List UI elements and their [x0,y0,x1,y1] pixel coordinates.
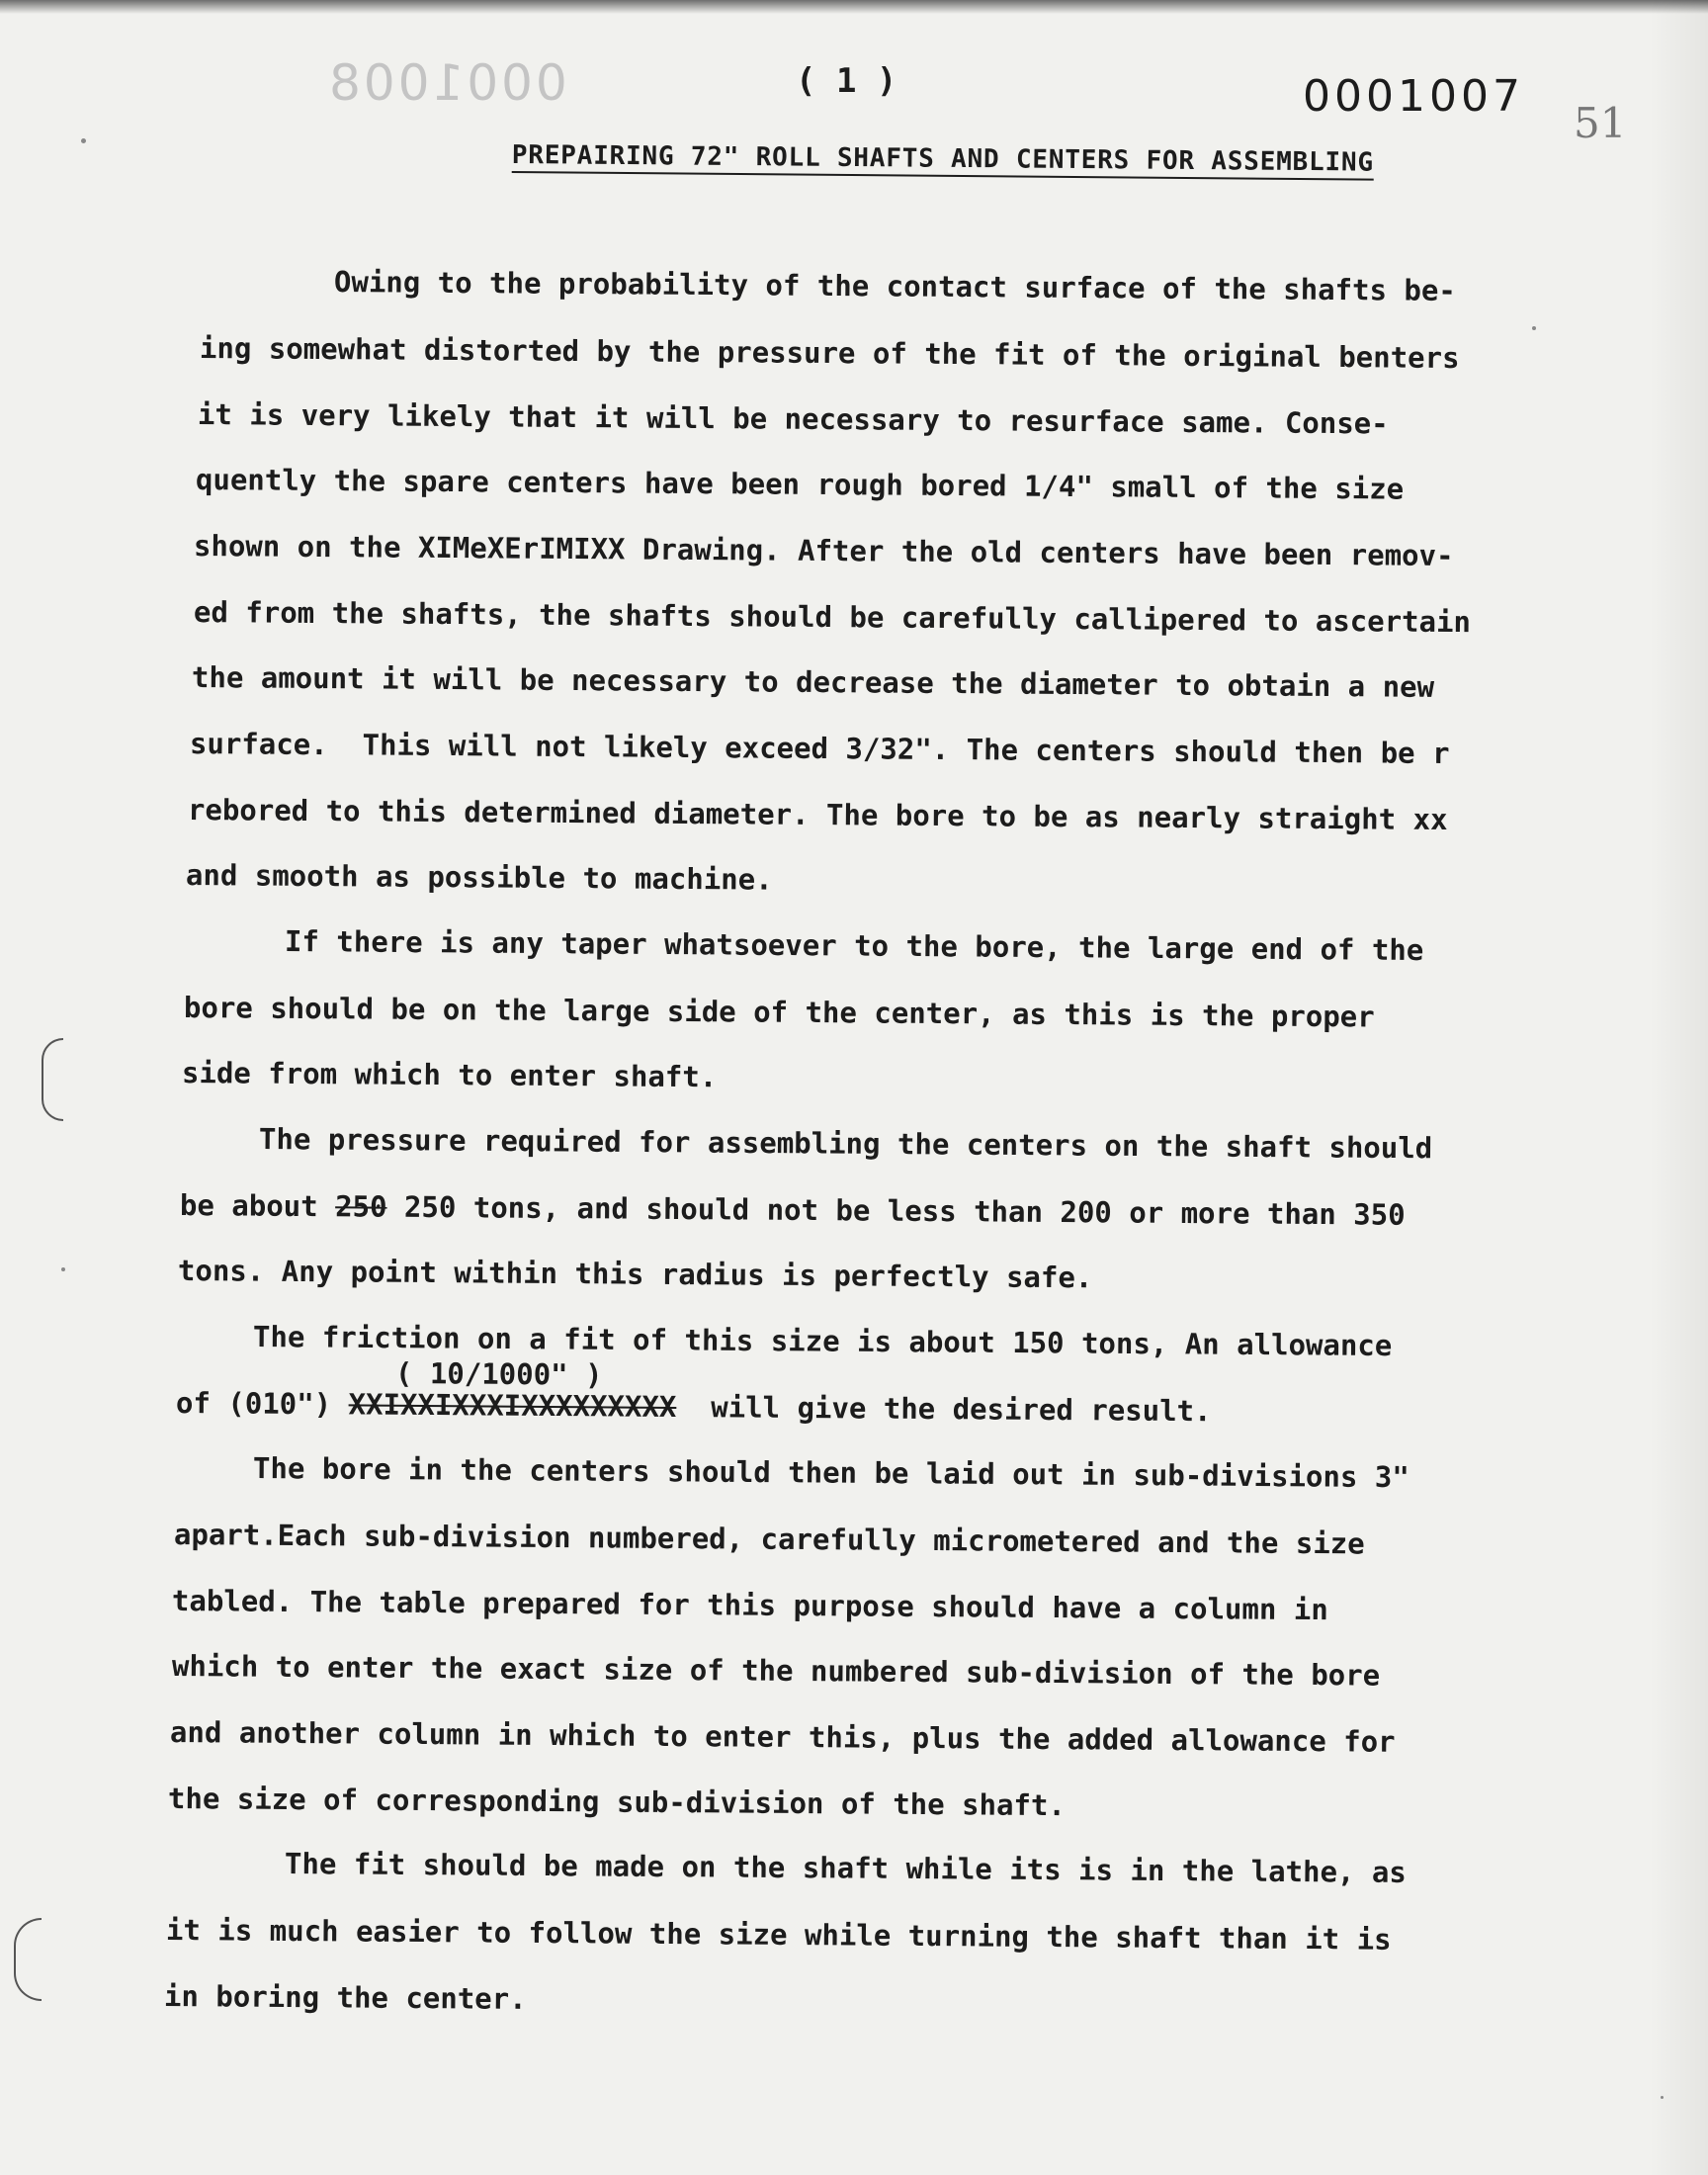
text-line: the size of corresponding sub-division of the shaft. [167,1782,1067,1823]
binder-hole-mark [42,1038,63,1121]
typed-insertion: ( 10/1000" ) [394,1356,603,1392]
text-line: the amount it will be necessary to decrease the diameter to obtain a new [191,660,1435,704]
text-line: rebored to this determined diameter. The bore to be as nearly straight xx [187,793,1448,837]
text-line: ed from the shafts, the shafts should be carefully callipered to ascertain [193,595,1472,640]
text-line: side from which to enter shaft. [181,1056,718,1094]
bleed-through-number: 0001008 [326,54,567,112]
struck-text: 250 [335,1189,387,1224]
document-number: 0001007 [1303,71,1524,122]
text-line: The friction on a fit of this size is about 150 tons, An allowance [252,1320,1393,1363]
text-line [176,1386,1212,1428]
text-run: will give the desired result. [711,1390,1212,1429]
text-line: shown on the XIMeXErIMIXX Drawing. After the old centers have been remov- [193,529,1454,573]
text-line: Owing to the probability of the contact surface of the shafts be- [333,265,1456,307]
text-line: which to enter the exact size of the numbered sub-division of the bore [171,1649,1381,1693]
text-line: apart.Each sub-division numbered, carefully micrometered and the size [173,1518,1365,1561]
scan-speck [61,1267,65,1271]
scan-speck [81,138,86,143]
text-line [180,1188,1406,1232]
text-line: The fit should be made on the shaft while its is in the lathe, as [284,1847,1407,1889]
text-line: it is much easier to follow the size while turning the shaft than it is [165,1913,1392,1957]
page-number: ( 1 ) [796,61,897,101]
text-line: and another column in which to enter this, plus the added allowance for [169,1715,1396,1759]
scan-speck [1661,2096,1664,2099]
text-line: tons. Any point within this radius is perfectly safe. [177,1254,1093,1295]
text-run: be about [179,1188,318,1224]
binder-hole-mark [14,1918,42,2001]
text-line: ing somewhat distorted by the pressure of the fit of the original benters [199,331,1460,376]
scan-speck [1532,326,1536,330]
text-line: The bore in the centers should then be laid out in sub-divisions 3" [252,1451,1409,1495]
text-line: The pressure required for assembling the centers on the shaft should [258,1122,1433,1166]
text-line: If there is any taper whatsoever to the bore, the large end of the [284,924,1424,968]
text-line: surface. This will not likely exceed 3/32". The centers should then be r [189,727,1450,771]
text-line: bore should be on the large side of the center, as this is the proper [183,991,1375,1034]
handwritten-mark: 51 [1574,99,1627,147]
text-run: of (010") [175,1386,332,1422]
text-line: tabled. The table prepared for this purpose should have a column in [171,1584,1328,1627]
text-line: quently the spare centers have been rough bored 1/4" small of the size [195,463,1405,506]
text-line: and smooth as possible to machine. [185,858,773,897]
text-line: it is very likely that it will be necessary to resurface same. Conse- [197,397,1389,441]
text-run: 250 tons, and should not be less than 200 or more than 350 [403,1189,1406,1232]
page-edge-shadow [1649,0,1708,2175]
struck-text: XXIXXIXXXIXXXXXXXXX [348,1387,677,1424]
text-line: in boring the center. [163,1979,527,2016]
document-title: PREPAIRING 72" ROLL SHAFTS AND CENTERS FOR ASSEMBLING [511,140,1374,178]
